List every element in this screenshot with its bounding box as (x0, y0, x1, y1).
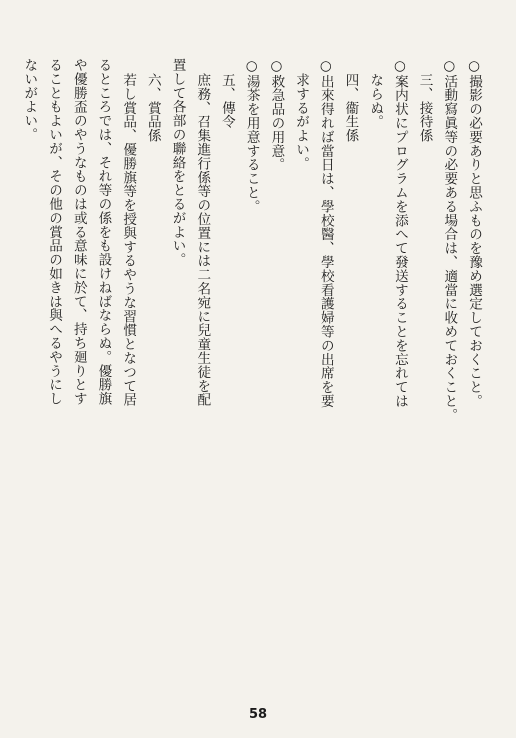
text-line: ないがよい。 (21, 58, 38, 142)
blank-line (0, 58, 17, 688)
text-line: ○湯茶を用意すること。 (243, 58, 260, 214)
text-line: ることもよいが、その他の賞品の如きは與へるやうにし (46, 58, 63, 406)
text-line: や優勝盃のやうなものは或る意味に於て、持ち廻りとす (70, 58, 87, 406)
text-line: 庶務、召集進行係等の位置には二名宛に兒童生徒を配 (194, 72, 211, 407)
text-line: 六、賞品係 (144, 72, 161, 143)
text-line: ○出來得れば當日は、學校醫、學校看護婦等の出席を要 (317, 58, 334, 408)
vertical-text-body (21, 58, 486, 688)
text-line: るところでは、それ等の係をも設けねばならぬ。優勝旗 (95, 58, 112, 406)
text-line: ○案内状にプログラムを添へて發送することを忘れては (391, 58, 408, 408)
text-line: 置して各部の聯絡をとるがよい。 (169, 58, 186, 267)
text-line: ならぬ。 (367, 72, 384, 129)
page-number: 58 (248, 707, 268, 722)
text-line: ○撮影の必要ありと思ふものを豫め選定しておくこと。 (466, 58, 482, 408)
text-line: 三、接待係 (416, 72, 433, 143)
text-line: 五、傳令 (218, 72, 235, 129)
text-line: 求するがよい。 (293, 72, 310, 171)
text-line: 若し賞品、優勝旗等を授與するやうな習慣となつて居 (120, 72, 137, 407)
text-line: ○活動寫眞等の必要ある場合は、適當に收めておくこと。 (441, 58, 458, 422)
text-line: ○救急品の用意。 (268, 58, 285, 172)
text-line: 四、衞生係 (342, 72, 359, 143)
